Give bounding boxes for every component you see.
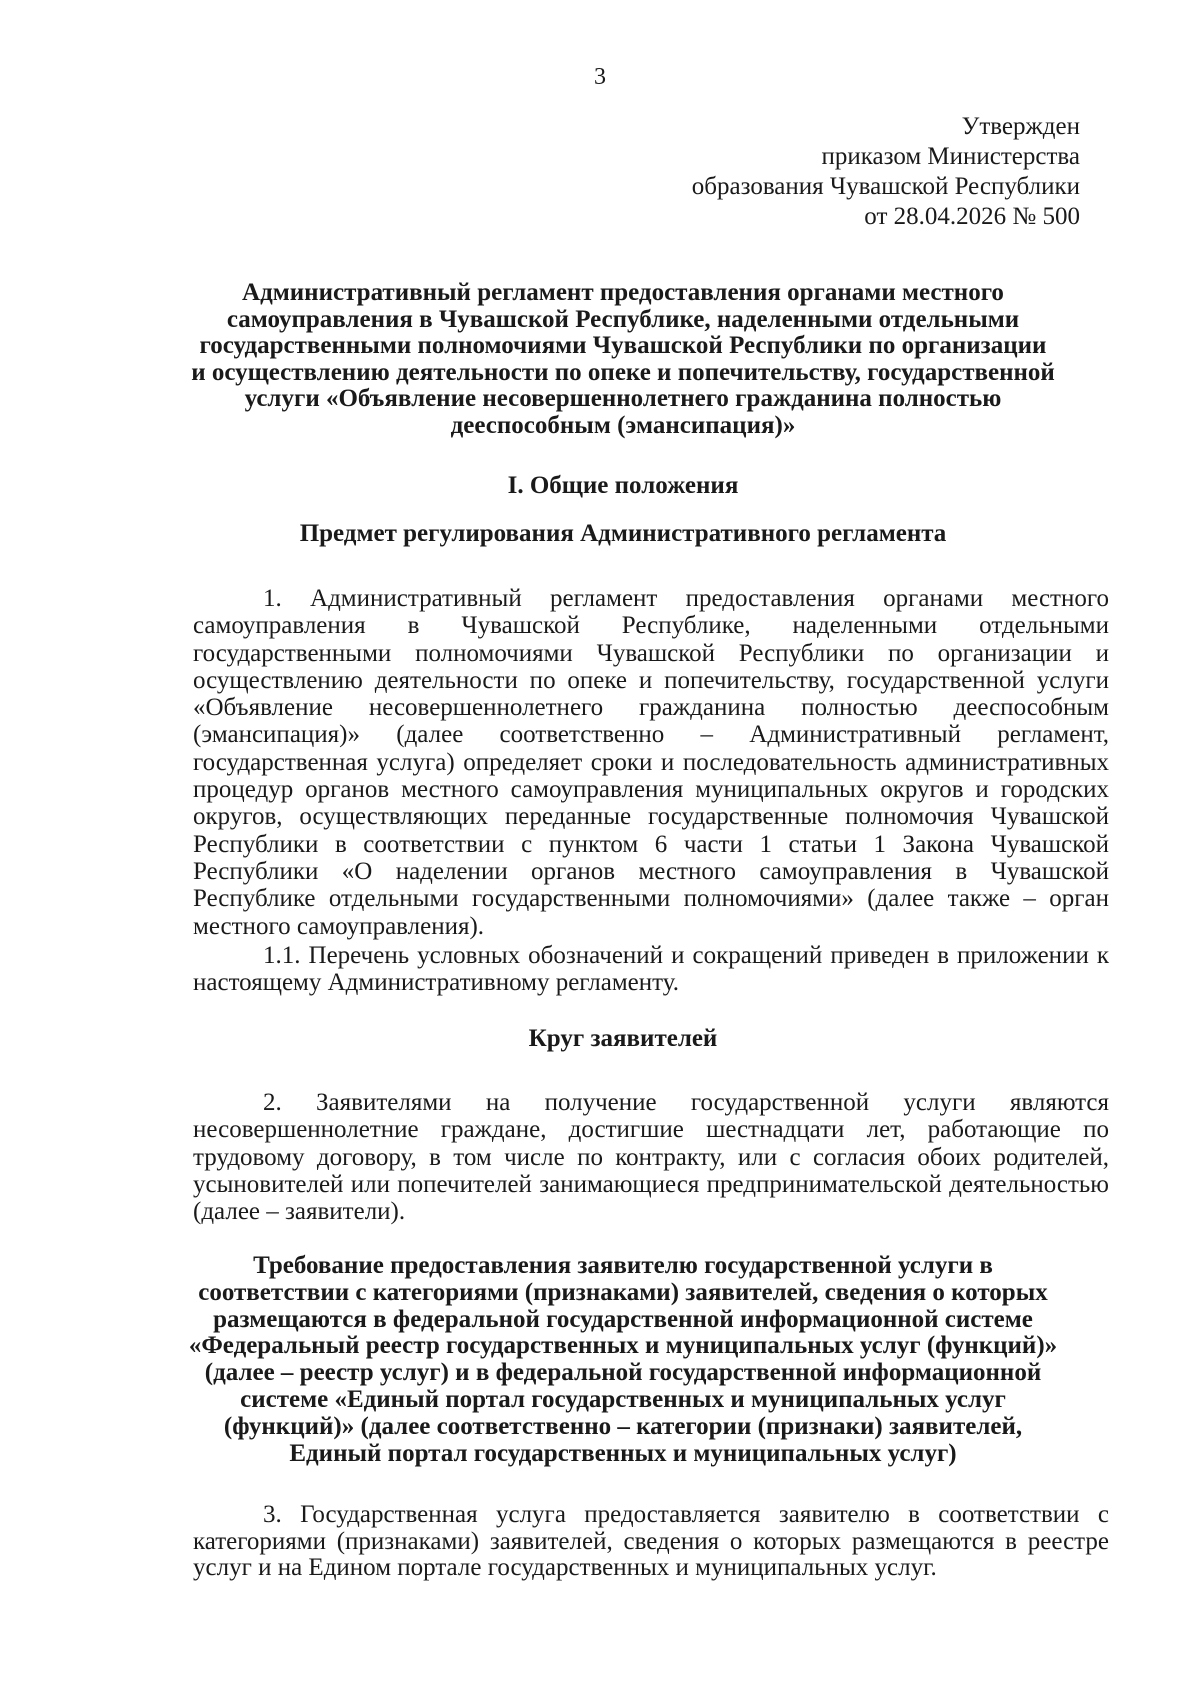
paragraph: 1.1. Перечень условных обозначений и сокращений приведен в приложении к настоящему Административному регламенту. [193, 942, 1109, 997]
heading-line: системе «Единый портал государственных и муниципальных услуг [240, 1385, 1006, 1413]
heading-line: Единый портал государственных и муниципальных услуг) [289, 1439, 957, 1467]
heading-line: соответствии с категориями (признаками) заявителей, сведения о которых [198, 1278, 1048, 1306]
heading-line: размещаются в федеральной государственной информационной системе [213, 1305, 1033, 1333]
approval-block [692, 112, 1080, 232]
heading-line: (функций)» (далее соответственно – категории (признаки) заявителей, [223, 1412, 1023, 1440]
title-line: услуги «Объявление несовершеннолетнего гражданина полностью [244, 385, 1002, 413]
subsection-heading: Предмет регулирования Административного регламента [299, 520, 947, 547]
subsection-heading: Круг заявителей [528, 1025, 718, 1052]
subsection-heading [150, 1253, 1096, 1467]
paragraph: 2. Заявителями на получение государственной услуги являются несовершеннолетние граждане, достигшие шестнадцати лет, работающие по трудовому договору, в том числе по контракту, или с согласия обоих родителей, усыновителей или попечителей занимающиеся предпринимательской деятельностью (далее – заявители). [193, 1089, 1109, 1226]
approval-line: Утвержден [961, 113, 1080, 140]
heading-line: «Федеральный реестр государственных и муниципальных услуг (функций)» [188, 1332, 1058, 1360]
page-number: 3 [594, 64, 606, 90]
title-line: Административный регламент предоставления органами местного [242, 279, 1004, 306]
title-line: самоуправления в Чувашской Республике, наделенными отдельными [226, 305, 1020, 333]
title-line: дееспособным (эмансипация)» [450, 411, 796, 439]
title-line: и осуществлению деятельности по опеке и попечительству, государственной [191, 358, 1055, 386]
approval-line: образования Чувашской Республики [691, 173, 1080, 200]
section-heading: I. Общие положения [507, 472, 739, 499]
document-title [150, 280, 1096, 440]
approval-date-line: от 28.04.2026 № 500 [864, 203, 1080, 230]
paragraph: 3. Государственная услуга предоставляется заявителю в соответствии с категориями (признаками) заявителей, сведения о которых размещаются в реестре услуг и на Едином портале государственных и муниципальных услуг. [193, 1501, 1109, 1582]
approval-line: приказом Министерства [821, 143, 1080, 170]
title-line: государственными полномочиями Чувашской Республики по организации [199, 332, 1047, 360]
heading-line: (далее – реестр услуг) и в федеральной государственной информационной [204, 1359, 1042, 1387]
paragraph: 1. Административный регламент предоставления органами местного самоуправления в Чувашской Республике, наделенными отдельными государственными полномочиями Чувашской Республики по организации и осуществлению деятельности по опеке и попечительству, государственной услуги «Объявление несовершеннолетнего гражданина полностью дееспособным (эмансипация)» (далее соответственно – Административный регламент, государственная услуга) определяет сроки и последовательность административных процедур органов местного самоуправления муниципальных округов и городских округов, осуществляющих переданные государственные полномочия Чувашской Республики в соответствии с пунктом 6 части 1 статьи 1 Закона Чувашской Республики «О наделении органов местного самоуправления в Чувашской Республике отдельными государственными полномочиями» (далее также – орган местного самоуправления). [193, 585, 1109, 940]
heading-line: Требование предоставления заявителю государственной услуги в [253, 1252, 993, 1279]
